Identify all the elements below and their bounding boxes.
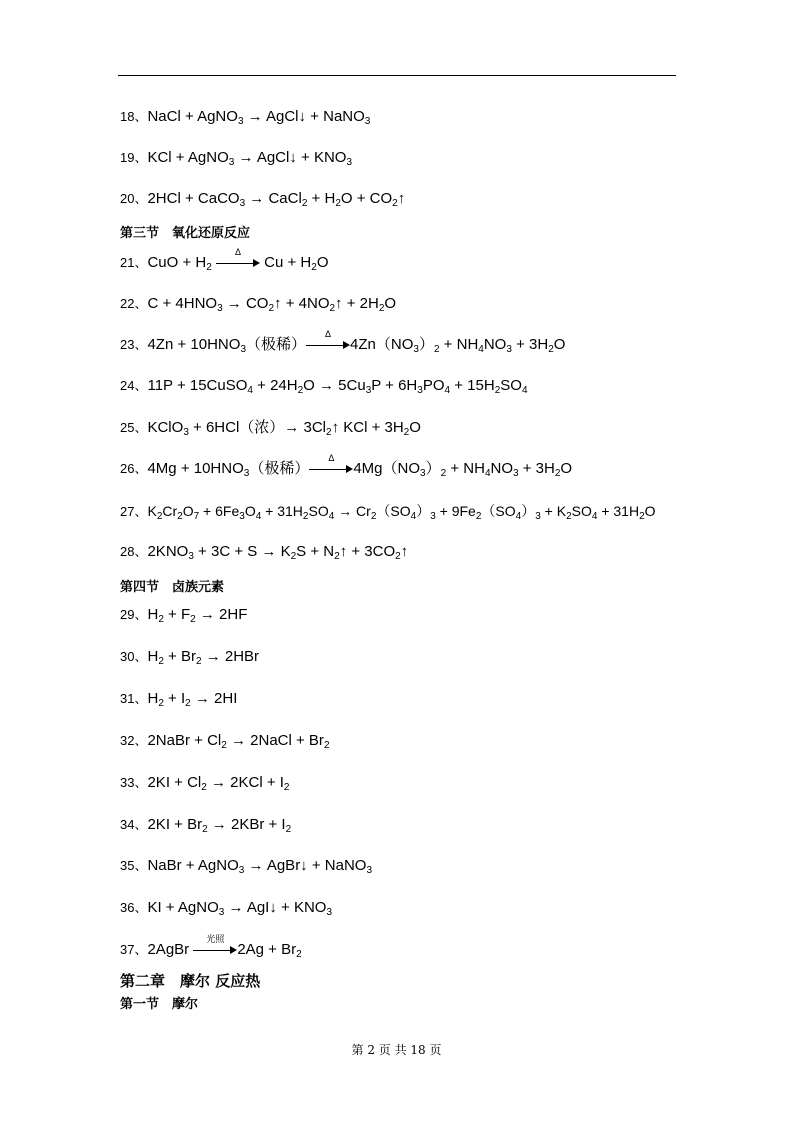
equation-20: 20、2HCl + CaCO$_3$ → CaCl$_2$ + $H_2O$ + $CO_2↑$: [120, 190, 406, 209]
chapter-2-section-1-title: 第一节 摩尔: [120, 997, 199, 1012]
equation-19: 19、KCl + AgNO$_3$ → AgCl↓ + $KNO_3$: [120, 149, 353, 168]
section-4-title: 第四节 卤族元素: [120, 580, 225, 595]
equation-28: 28、$2KNO_3 + 3C + S \to K_2S$ + $N_2↑$ + $3CO_2↑$: [120, 543, 409, 562]
equation-34: 34、$2KI + Br_2 \to 2KBr + I_2$: [120, 816, 292, 835]
light-condition-arrow: 光照: [193, 944, 237, 956]
equation-25: 25、KClO$_3$ + 6HCl（浓）→ $3Cl_2↑$ KCl + $3H_2O$: [120, 419, 421, 438]
equation-33: 33、$2KI + Cl_2 \to 2KCl + I_2$: [120, 774, 290, 793]
chapter-2-title: 第二章 摩尔 反应热: [120, 972, 261, 990]
equation-32: 32、2NaBr + $Cl_2$ → 2NaCl + $Br_2$: [120, 732, 330, 751]
page-footer: 第 2 页 共 18 页: [351, 1043, 442, 1057]
equation-30: 30、$H_2 + Br_2 \to 2HBr$: [120, 648, 260, 667]
equation-21: 21、CuO + $H_2$ Δ $Cu + H_2O$: [120, 247, 329, 273]
equation-35: 35、NaBr + AgNO$_3$ → AgBr↓ + NaNO$_3$: [120, 857, 373, 876]
equation-24: 24、11P + 15CuSO$_4$ + $24H_2O \to 5Cu_3P + 6H_3PO_4 + 15H_2SO_4$: [120, 377, 528, 396]
equation-18: 18、NaCl + AgNO$_3$ → AgCl↓ + NaNO$_3$: [120, 108, 371, 127]
equation-26: 26、$4Mg + 10HNO_3$（极稀） Δ $4Mg(NO_3)_2 + NH_4NO_3 + 3H_2O$: [120, 453, 573, 479]
equation-36: 36、KI + AgNO$_3$ → AgI↓ + $KNO_3$: [120, 899, 333, 918]
header-rule: [118, 75, 676, 76]
equation-31: 31、$H_2 + I_2 \to 2HI$: [120, 690, 238, 709]
equation-29: 29、$H_2 + F_2 \to 2HF$: [120, 606, 248, 625]
heat-condition-arrow: Δ: [309, 463, 353, 475]
heat-condition-arrow: Δ: [306, 339, 350, 351]
equation-23: 23、$4Zn + 10HNO_3$（极稀） Δ $4Zn(NO_3)_2 + NH_4NO_3 + 3H_2O$: [120, 329, 566, 355]
section-3-title: 第三节 氧化还原反应: [120, 226, 251, 241]
heat-condition-arrow: Δ: [216, 257, 260, 269]
equation-22: 22、$C + 4HNO_3$ → $CO_2↑$ + $4NO_2↑ + 2H_2O$: [120, 295, 397, 314]
equation-27: 27、$K_2Cr_2O_7 + 6Fe_3O_4 + 31H_2SO_4 \to Cr_2(SO_4)_3 + 9Fe_2(SO_4)_3 + K_2SO_4 + 31H_2O$: [120, 503, 656, 522]
equation-37: 37、2AgBr 光照 $2Ag + Br_2$: [120, 934, 302, 960]
